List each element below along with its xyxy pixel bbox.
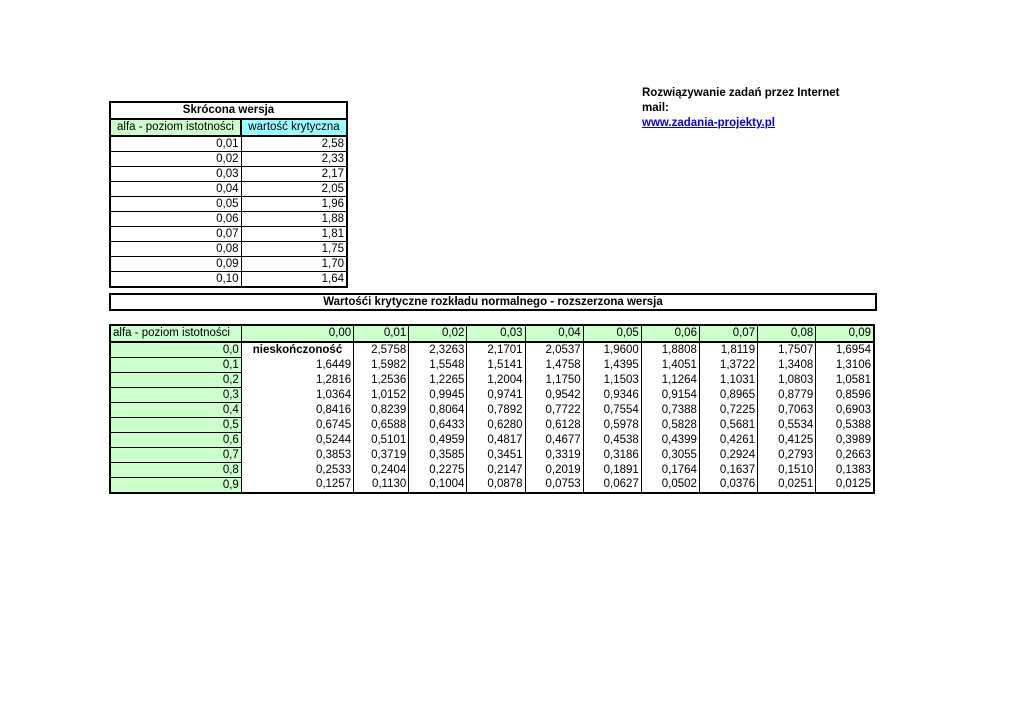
ext-value-cell[interactable]: 1,3106 (816, 358, 874, 373)
ext-column-header[interactable]: 0,04 (525, 325, 583, 342)
ext-value-cell[interactable]: 0,1891 (583, 463, 641, 478)
alpha-cell[interactable]: 0,05 (110, 197, 241, 212)
ext-value-cell[interactable]: 1,0152 (354, 388, 409, 403)
short-critical-values-table (109, 101, 348, 288)
ext-value-cell[interactable]: 0,7063 (758, 403, 816, 418)
ext-row-alpha[interactable]: 0,6 (110, 433, 241, 448)
ext-value-cell[interactable]: 0,4399 (641, 433, 699, 448)
ext-value-cell[interactable]: 1,2816 (241, 373, 353, 388)
ext-row-alpha[interactable]: 0,5 (110, 418, 241, 433)
ext-value-cell[interactable]: 0,1764 (641, 463, 699, 478)
ext-value-cell[interactable]: 0,2019 (525, 463, 583, 478)
ext-value-cell[interactable]: 0,3989 (816, 433, 874, 448)
ext-value-cell[interactable]: 0,4677 (525, 433, 583, 448)
ext-value-cell[interactable]: 0,0251 (758, 478, 816, 494)
ext-column-header[interactable]: 0,00 (241, 325, 353, 342)
alpha-cell[interactable]: 0,03 (110, 167, 241, 182)
ext-column-header[interactable]: 0,07 (699, 325, 757, 342)
extended-table-banner: Wartośći krytyczne rozkładu normalnego - rozszerzona wersja (109, 293, 877, 311)
ext-value-cell[interactable]: 0,4959 (409, 433, 467, 448)
short-table-row (110, 212, 347, 227)
short-table-row (110, 152, 347, 167)
ext-value-cell[interactable]: 0,8239 (354, 403, 409, 418)
alpha-cell[interactable]: 0,04 (110, 182, 241, 197)
ext-value-cell[interactable]: 0,7722 (525, 403, 583, 418)
ext-value-cell[interactable]: 1,0364 (241, 388, 353, 403)
ext-value-cell[interactable]: 0,1130 (354, 478, 409, 494)
ext-value-cell[interactable]: 2,1701 (467, 342, 525, 358)
ext-value-cell[interactable]: 1,9600 (583, 342, 641, 358)
ext-table-row (110, 433, 874, 448)
ext-value-cell[interactable]: 0,8064 (409, 403, 467, 418)
critical-value-cell[interactable]: 2,58 (241, 136, 347, 152)
ext-value-cell[interactable]: 0,4261 (699, 433, 757, 448)
ext-value-cell[interactable]: 1,8119 (699, 342, 757, 358)
ext-value-cell[interactable]: 0,2404 (354, 463, 409, 478)
ext-value-cell[interactable]: 1,1264 (641, 373, 699, 388)
ext-value-cell[interactable]: 0,8779 (758, 388, 816, 403)
ext-value-cell[interactable]: 0,1257 (241, 478, 353, 494)
ext-value-cell[interactable]: 0,5388 (816, 418, 874, 433)
ext-value-cell[interactable]: 0,5978 (583, 418, 641, 433)
alpha-cell[interactable]: 0,08 (110, 242, 241, 257)
ext-column-header[interactable]: 0,06 (641, 325, 699, 342)
ext-value-cell[interactable]: 0,3853 (241, 448, 353, 463)
ext-column-header[interactable]: 0,08 (758, 325, 816, 342)
alpha-cell[interactable]: 0,02 (110, 152, 241, 167)
ext-value-cell[interactable]: 0,6128 (525, 418, 583, 433)
ext-value-cell[interactable]: 0,4125 (758, 433, 816, 448)
ext-value-cell[interactable]: 1,6449 (241, 358, 353, 373)
ext-value-cell[interactable]: 1,4758 (525, 358, 583, 373)
ext-value-cell[interactable]: 0,6588 (354, 418, 409, 433)
critical-value-cell[interactable]: 2,05 (241, 182, 347, 197)
ext-value-cell[interactable]: 0,0878 (467, 478, 525, 494)
short-table-row (110, 167, 347, 182)
ext-table-row (110, 342, 874, 358)
ext-value-cell[interactable]: 0,3585 (409, 448, 467, 463)
ext-table-row (110, 478, 874, 494)
ext-value-cell[interactable]: 1,5548 (409, 358, 467, 373)
short-table-row (110, 242, 347, 257)
short-table-row (110, 136, 347, 152)
ext-value-cell[interactable]: 0,2663 (816, 448, 874, 463)
ext-value-cell[interactable]: 0,9154 (641, 388, 699, 403)
ext-value-cell[interactable]: 1,4051 (641, 358, 699, 373)
ext-column-header[interactable]: 0,09 (816, 325, 874, 342)
ext-value-cell[interactable]: 0,0627 (583, 478, 641, 494)
short-table-row (110, 272, 347, 288)
ext-value-cell[interactable]: 0,5828 (641, 418, 699, 433)
alpha-cell[interactable]: 0,10 (110, 272, 241, 288)
ext-value-cell[interactable]: 0,2924 (699, 448, 757, 463)
short-table-row (110, 197, 347, 212)
ext-value-cell[interactable]: 2,5758 (354, 342, 409, 358)
ext-value-cell[interactable]: 0,1004 (409, 478, 467, 494)
alpha-cell[interactable]: 0,09 (110, 257, 241, 272)
ext-value-cell[interactable]: 2,3263 (409, 342, 467, 358)
info-mail-label: mail: (642, 102, 669, 114)
ext-value-cell[interactable]: 0,1383 (816, 463, 874, 478)
ext-value-cell[interactable]: 0,0376 (699, 478, 757, 494)
ext-value-cell[interactable]: 0,9346 (583, 388, 641, 403)
ext-value-cell[interactable]: 0,0502 (641, 478, 699, 494)
ext-value-cell[interactable]: 1,5141 (467, 358, 525, 373)
ext-value-cell[interactable]: 1,3722 (699, 358, 757, 373)
ext-table-row (110, 463, 874, 478)
alpha-cell[interactable]: 0,07 (110, 227, 241, 242)
short-header-critical-value[interactable]: wartość krytyczna (241, 119, 347, 136)
ext-table-row (110, 358, 874, 373)
ext-value-cell[interactable]: 0,0125 (816, 478, 874, 494)
ext-value-cell[interactable]: 0,5534 (758, 418, 816, 433)
ext-value-cell[interactable]: 0,8416 (241, 403, 353, 418)
ext-value-cell[interactable]: 0,6903 (816, 403, 874, 418)
ext-row-alpha[interactable]: 0,2 (110, 373, 241, 388)
ext-value-cell[interactable]: 1,6954 (816, 342, 874, 358)
ext-value-cell[interactable]: 0,7225 (699, 403, 757, 418)
ext-value-cell[interactable]: 1,3408 (758, 358, 816, 373)
ext-row-alpha[interactable]: 0,1 (110, 358, 241, 373)
ext-row-alpha[interactable]: 0,7 (110, 448, 241, 463)
ext-value-cell[interactable]: 0,3186 (583, 448, 641, 463)
alpha-cell[interactable]: 0,06 (110, 212, 241, 227)
short-table-row (110, 227, 347, 242)
extended-critical-values-table (109, 324, 875, 494)
ext-value-cell[interactable]: 0,9945 (409, 388, 467, 403)
ext-value-cell[interactable]: 0,2275 (409, 463, 467, 478)
info-heading: Rozwiązywanie zadań przez Internet (642, 87, 840, 99)
ext-value-cell[interactable]: 1,4395 (583, 358, 641, 373)
ext-value-cell[interactable]: 1,7507 (758, 342, 816, 358)
ext-table-row (110, 448, 874, 463)
ext-value-cell[interactable]: 1,5982 (354, 358, 409, 373)
ext-value-cell[interactable]: 1,0581 (816, 373, 874, 388)
ext-value-cell[interactable]: 0,8596 (816, 388, 874, 403)
ext-row-alpha[interactable]: 0,8 (110, 463, 241, 478)
critical-value-cell[interactable]: 1,64 (241, 272, 347, 288)
ext-value-cell[interactable]: 1,8808 (641, 342, 699, 358)
critical-value-cell[interactable]: 1,81 (241, 227, 347, 242)
ext-row-alpha[interactable]: 0,9 (110, 478, 241, 494)
ext-value-cell[interactable]: 0,1510 (758, 463, 816, 478)
critical-value-cell[interactable]: 1,96 (241, 197, 347, 212)
ext-value-cell[interactable]: 0,3451 (467, 448, 525, 463)
ext-column-header[interactable]: 0,05 (583, 325, 641, 342)
ext-value-cell[interactable]: 0,5244 (241, 433, 353, 448)
ext-value-cell[interactable]: 0,9741 (467, 388, 525, 403)
ext-value-cell[interactable]: 0,7554 (583, 403, 641, 418)
ext-value-cell[interactable]: 0,6280 (467, 418, 525, 433)
website-link[interactable]: www.zadania-projekty.pl (642, 117, 775, 129)
ext-value-cell[interactable]: 0,3055 (641, 448, 699, 463)
ext-row-alpha[interactable]: 0,0 (110, 342, 241, 358)
ext-value-cell[interactable]: 0,6433 (409, 418, 467, 433)
ext-value-cell[interactable]: 0,2793 (758, 448, 816, 463)
ext-value-cell[interactable]: 0,1637 (699, 463, 757, 478)
ext-value-cell[interactable]: 0,3719 (354, 448, 409, 463)
short-table-row (110, 182, 347, 197)
short-header-alpha[interactable]: alfa - poziom istotności (110, 119, 241, 136)
critical-value-cell[interactable]: 1,75 (241, 242, 347, 257)
contact-info (642, 86, 839, 131)
ext-value-cell[interactable]: 1,2265 (409, 373, 467, 388)
ext-value-cell[interactable]: 1,1031 (699, 373, 757, 388)
ext-value-cell[interactable]: 0,0753 (525, 478, 583, 494)
ext-value-cell[interactable]: 0,3319 (525, 448, 583, 463)
ext-value-cell[interactable]: nieskończoność (241, 342, 353, 358)
ext-value-cell[interactable]: 2,0537 (525, 342, 583, 358)
ext-value-cell[interactable]: 0,5101 (354, 433, 409, 448)
ext-value-cell[interactable]: 1,2004 (467, 373, 525, 388)
ext-value-cell[interactable]: 1,1503 (583, 373, 641, 388)
alpha-cell[interactable]: 0,01 (110, 136, 241, 152)
ext-value-cell[interactable]: 0,2533 (241, 463, 353, 478)
critical-value-cell[interactable]: 2,33 (241, 152, 347, 167)
short-table-row (110, 257, 347, 272)
ext-value-cell[interactable]: 0,9542 (525, 388, 583, 403)
ext-value-cell[interactable]: 1,0803 (758, 373, 816, 388)
ext-column-header[interactable]: 0,02 (409, 325, 467, 342)
critical-value-cell[interactable]: 1,70 (241, 257, 347, 272)
ext-header-alpha[interactable]: alfa - poziom istotności (110, 325, 241, 342)
ext-value-cell[interactable]: 0,7892 (467, 403, 525, 418)
ext-value-cell[interactable]: 1,2536 (354, 373, 409, 388)
critical-value-cell[interactable]: 2,17 (241, 167, 347, 182)
critical-value-cell[interactable]: 1,88 (241, 212, 347, 227)
ext-value-cell[interactable]: 0,5681 (699, 418, 757, 433)
ext-value-cell[interactable]: 0,4538 (583, 433, 641, 448)
ext-value-cell[interactable]: 0,2147 (467, 463, 525, 478)
ext-row-alpha[interactable]: 0,4 (110, 403, 241, 418)
ext-column-header[interactable]: 0,01 (354, 325, 409, 342)
ext-value-cell[interactable]: 0,8965 (699, 388, 757, 403)
ext-value-cell[interactable]: 0,7388 (641, 403, 699, 418)
ext-value-cell[interactable]: 0,4817 (467, 433, 525, 448)
ext-table-row (110, 403, 874, 418)
ext-value-cell[interactable]: 1,1750 (525, 373, 583, 388)
ext-row-alpha[interactable]: 0,3 (110, 388, 241, 403)
ext-table-row (110, 373, 874, 388)
ext-value-cell[interactable]: 0,6745 (241, 418, 353, 433)
ext-column-header[interactable]: 0,03 (467, 325, 525, 342)
short-table-title: Skrócona wersja (110, 102, 347, 119)
ext-table-row (110, 388, 874, 403)
ext-table-row (110, 418, 874, 433)
